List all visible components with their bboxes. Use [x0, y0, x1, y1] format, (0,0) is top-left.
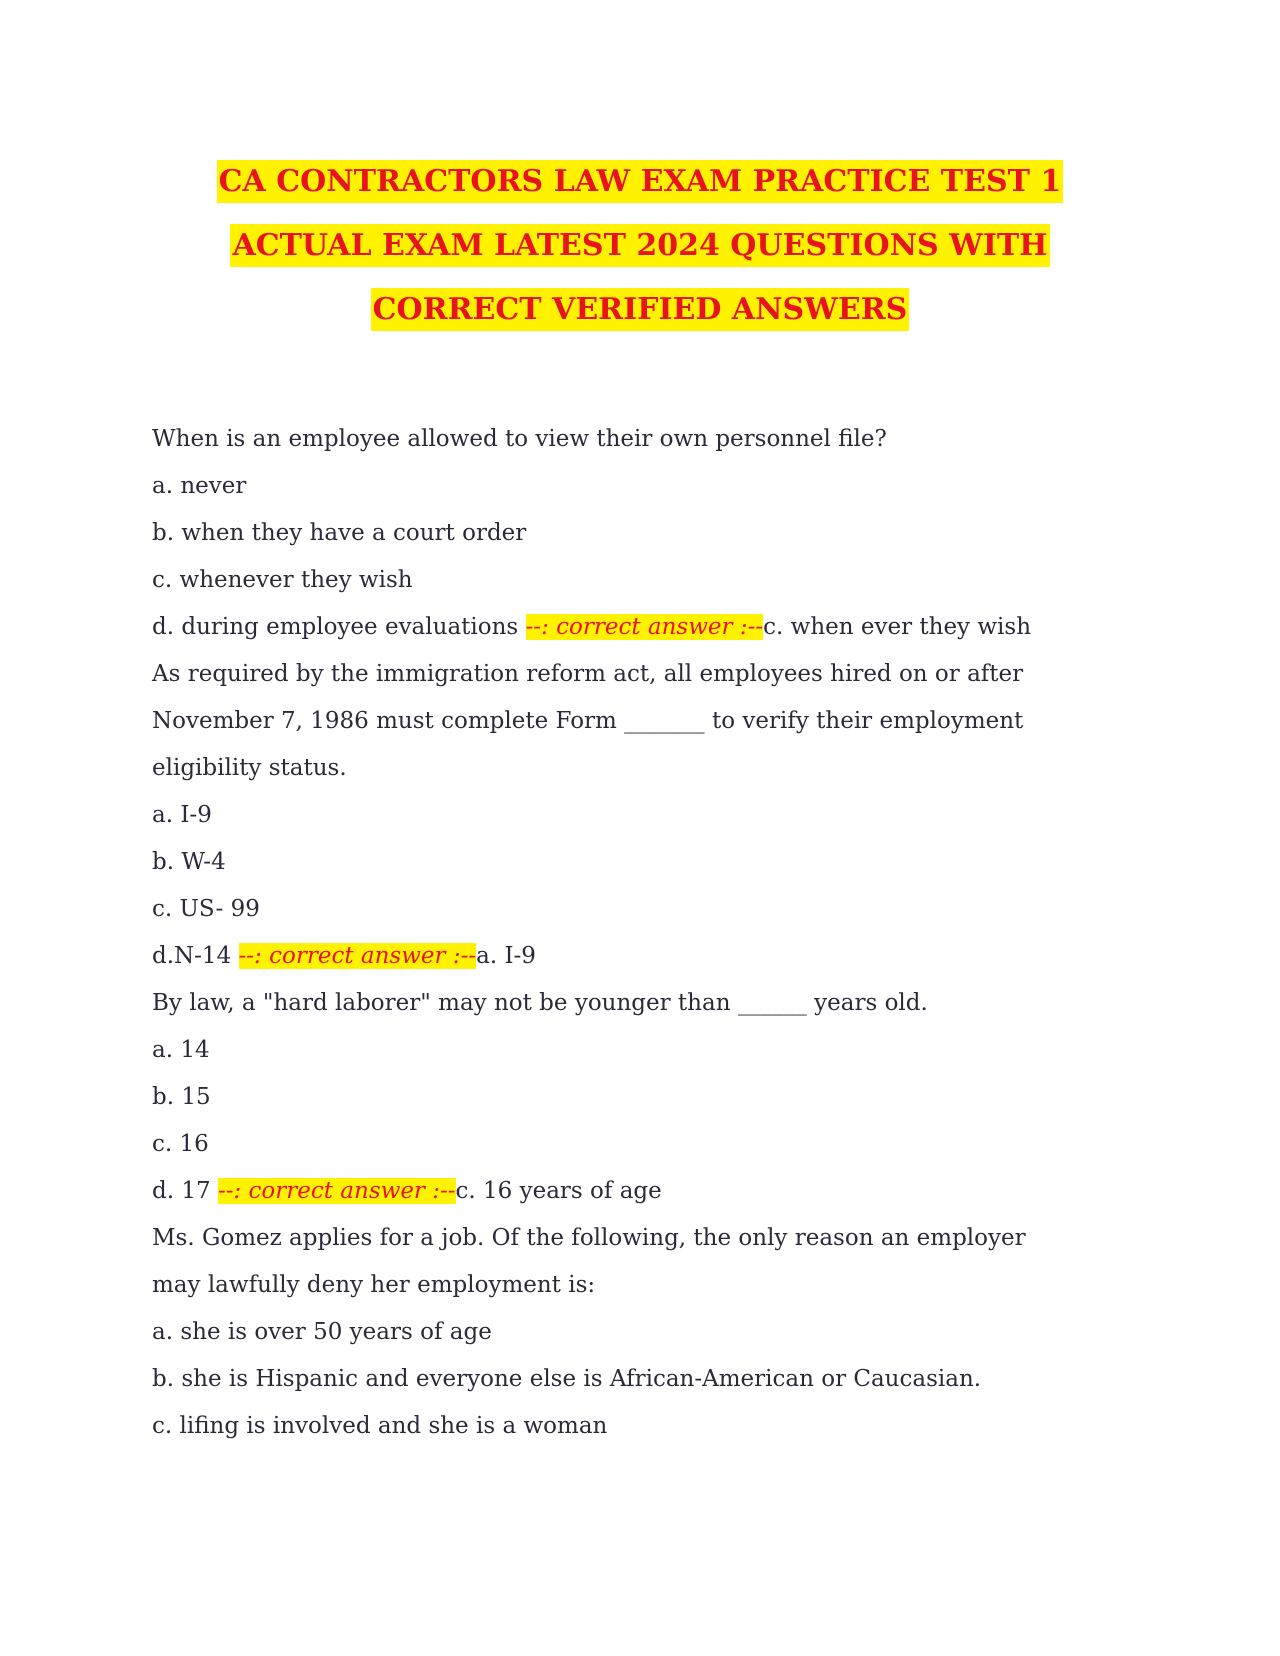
q1-option-c: c. whenever they wish — [152, 567, 413, 593]
questions-body — [152, 416, 1142, 1450]
q2-question-text-line-2: November 7, 1986 must complete Form _______ to verify their employment — [152, 708, 1024, 734]
q3-option-d-with-answer — [152, 1168, 1142, 1215]
q2-option-d: d.N-14 — [152, 943, 239, 969]
q2-question-text-line-3: eligibility status. — [152, 755, 347, 781]
q3-answer: c. 16 years of age — [455, 1178, 662, 1204]
q1-option-d-with-answer — [152, 604, 1142, 651]
q3-question-text: By law, a "hard laborer" may not be younger than ______ years old. — [152, 990, 928, 1016]
q2-option-b: b. W-4 — [152, 849, 226, 875]
q2-correct-answer-marker: --: correct answer :-- — [238, 943, 477, 969]
q2-option-d-with-answer — [152, 933, 1142, 980]
q1-correct-answer-marker: --: correct answer :-- — [525, 614, 764, 640]
q1-answer: c. when ever they wish — [763, 614, 1032, 640]
q3-option-c: c. 16 — [152, 1131, 209, 1157]
q1-option-a: a. never — [152, 473, 247, 499]
title-line-3: CORRECT VERIFIED ANSWERS — [150, 278, 1130, 342]
q1-option-b: b. when they have a court order — [152, 520, 527, 546]
q4-question-text-line-1: Ms. Gomez applies for a job. Of the following, the only reason an employer — [152, 1225, 1026, 1251]
q4-option-b: b. she is Hispanic and everyone else is African-American or Caucasian. — [152, 1366, 982, 1392]
q3-option-b: b. 15 — [152, 1084, 211, 1110]
q2-option-c: c. US- 99 — [152, 896, 260, 922]
title-line-2: ACTUAL EXAM LATEST 2024 QUESTIONS WITH — [150, 214, 1130, 278]
q4-question-text-line-2: may lawfully deny her employment is: — [152, 1272, 596, 1298]
q2-option-a: a. I-9 — [152, 802, 212, 828]
q1-option-d: d. during employee evaluations — [152, 614, 526, 640]
document-title — [150, 150, 1130, 342]
q1-question-text: When is an employee allowed to view their own personnel file? — [152, 426, 887, 452]
q4-option-a: a. she is over 50 years of age — [152, 1319, 492, 1345]
q3-correct-answer-marker: --: correct answer :-- — [217, 1178, 456, 1204]
q2-question-text-line-1: As required by the immigration reform act, all employees hired on or after — [152, 661, 1024, 687]
q2-answer: a. I-9 — [476, 943, 536, 969]
title-line-1: CA CONTRACTORS LAW EXAM PRACTICE TEST 1 — [150, 150, 1130, 214]
q3-option-d: d. 17 — [152, 1178, 218, 1204]
q4-option-c: c. lifing is involved and she is a woman — [152, 1413, 608, 1439]
q3-option-a: a. 14 — [152, 1037, 210, 1063]
